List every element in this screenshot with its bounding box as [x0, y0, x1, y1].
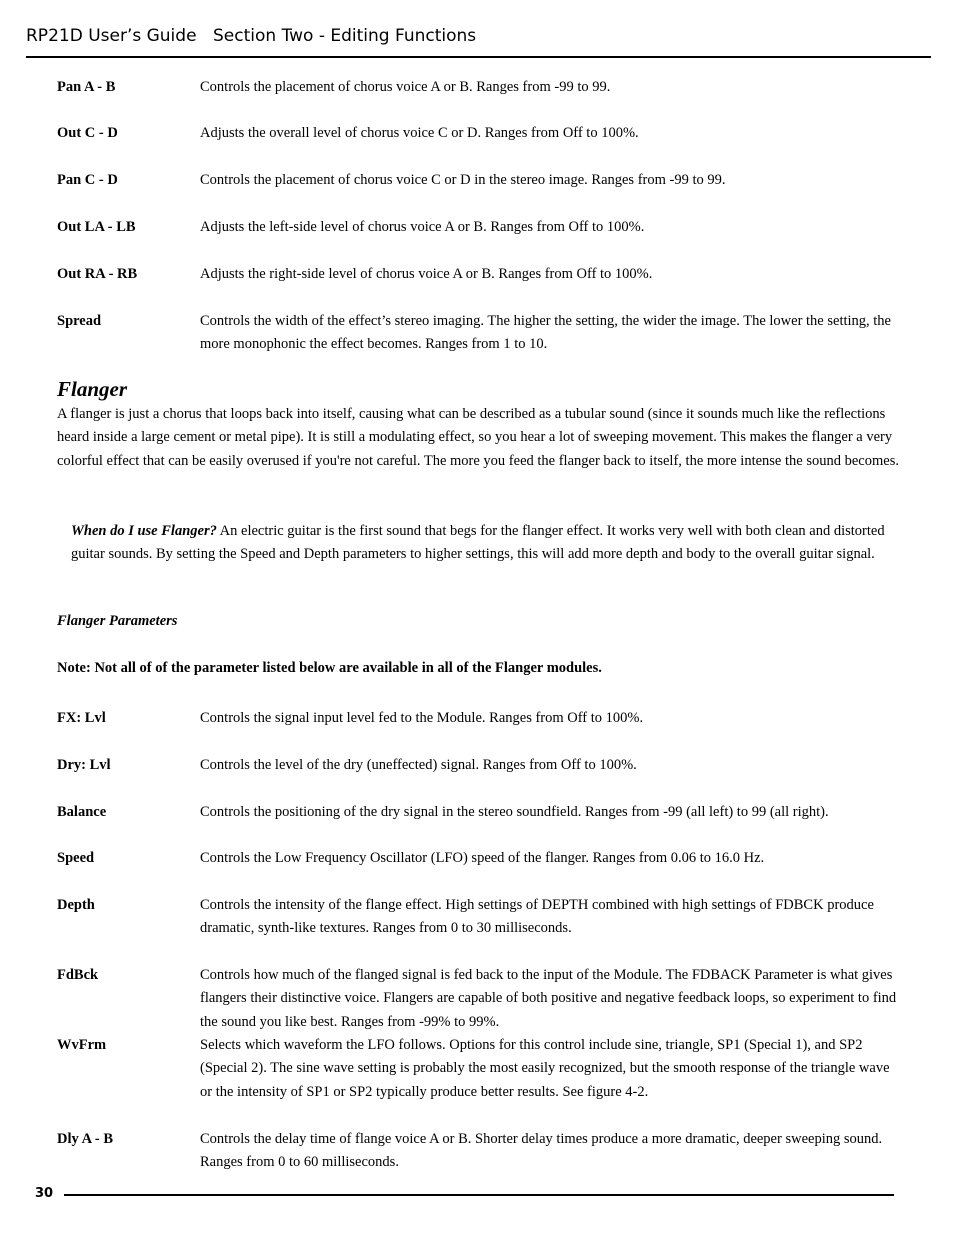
flanger-params-heading: Flanger Parameters	[57, 613, 178, 629]
guide-title: RP21D User’s Guide	[26, 26, 197, 46]
param-description: Adjusts the right-side level of chorus voice A or B. Ranges from Off to 100%.	[200, 266, 653, 282]
param-description: Controls the delay time of flange voice A or B. Shorter delay times produce a more dramatic, deeper sweeping sound. Ranges from 0 to 60 milliseconds.	[200, 1131, 883, 1171]
param-name: Out LA - LB	[57, 219, 136, 235]
param-description: Controls the placement of chorus voice A or B. Ranges from -99 to 99.	[200, 79, 611, 95]
param-name: Balance	[57, 804, 107, 820]
section-title: Section Two - Editing Functions	[213, 26, 477, 46]
param-name: Out RA - RB	[57, 266, 138, 282]
param-name: Pan A - B	[57, 79, 116, 95]
param-description: Selects which waveform the LFO follows. Options for this control include sine, triangle, SP1 (Special 1), and SP2 (Special 2). The sine wave setting is probably the most easily recognized, but the smooth response of the triangle wave or the intensity of SP1 or SP2 typically produce better results. See figure 4-2.	[200, 1037, 890, 1100]
param-name: Pan C - D	[57, 172, 118, 188]
when-label: When do I use Flanger?	[71, 523, 217, 539]
param-description: Controls the level of the dry (uneffected) signal. Ranges from Off to 100%.	[200, 757, 637, 773]
param-name: Out C - D	[57, 125, 118, 141]
flanger-intro: A flanger is just a chorus that loops back into itself, causing what can be described as a tubular sound (since it sounds much like the reflections heard inside a large cement or metal pipe). It is still a modulating effect, so you hear a lot of sweeping movement. This makes the flanger a very colorful effect that can be easily overused if you're not careful. The more you feed the flanger back to itself, the more intense the sound becomes.	[57, 406, 899, 469]
page-number: 30	[35, 1186, 54, 1201]
param-description: Controls the placement of chorus voice C or D in the stereo image. Ranges from -99 to 99.	[200, 172, 726, 188]
param-description: Controls the intensity of the flange effect. High settings of DEPTH combined with high settings of FDBCK produce dramatic, synth-like textures. Ranges from 0 to 30 milliseconds.	[200, 897, 874, 937]
param-description: Controls the width of the effect’s stereo imaging. The higher the setting, the wider the image. The lower the setting, the more monophonic the effect becomes. Ranges from 1 to 10.	[200, 313, 891, 353]
param-name: Depth	[57, 897, 95, 913]
flanger-note: Note: Not all of of the parameter listed below are available in all of the Flanger modules.	[57, 660, 602, 676]
param-description: Adjusts the overall level of chorus voice C or D. Ranges from Off to 100%.	[200, 125, 639, 141]
param-description: Adjusts the left-side level of chorus voice A or B. Ranges from Off to 100%.	[200, 219, 645, 235]
param-name: FdBck	[57, 967, 99, 983]
param-name: Spread	[57, 313, 102, 329]
param-description: Controls the signal input level fed to the Module. Ranges from Off to 100%.	[200, 710, 644, 726]
param-name: FX: Lvl	[57, 710, 106, 726]
param-description: Controls how much of the flanged signal is fed back to the input of the Module. The FDBACK Parameter is what gives flangers their distinctive voice. Flangers are capable of both positive and negative feedback loops, so experiment to find the sound you like best. Ranges from -99% to 99%.	[200, 967, 897, 1030]
param-description: Controls the positioning of the dry signal in the stereo soundfield. Ranges from -99 (all left) to 99 (all right).	[200, 804, 829, 820]
page-header	[26, 24, 931, 58]
footer-divider	[64, 1194, 894, 1196]
flanger-heading: Flanger	[57, 377, 128, 401]
param-name: Speed	[57, 850, 95, 866]
flanger-when-paragraph	[71, 520, 899, 567]
param-name: Dry: Lvl	[57, 757, 111, 773]
when-text: An electric guitar is the first sound that begs for the flanger effect. It works very well with both clean and distorted guitar sounds. By setting the Speed and Depth parameters to higher settings, this will add more depth and body to the overall guitar signal.	[71, 523, 885, 563]
param-name: WvFrm	[57, 1037, 107, 1053]
param-description: Controls the Low Frequency Oscillator (LFO) speed of the flanger. Ranges from 0.06 to 16.0 Hz.	[200, 850, 765, 866]
param-name: Dly A - B	[57, 1131, 113, 1147]
